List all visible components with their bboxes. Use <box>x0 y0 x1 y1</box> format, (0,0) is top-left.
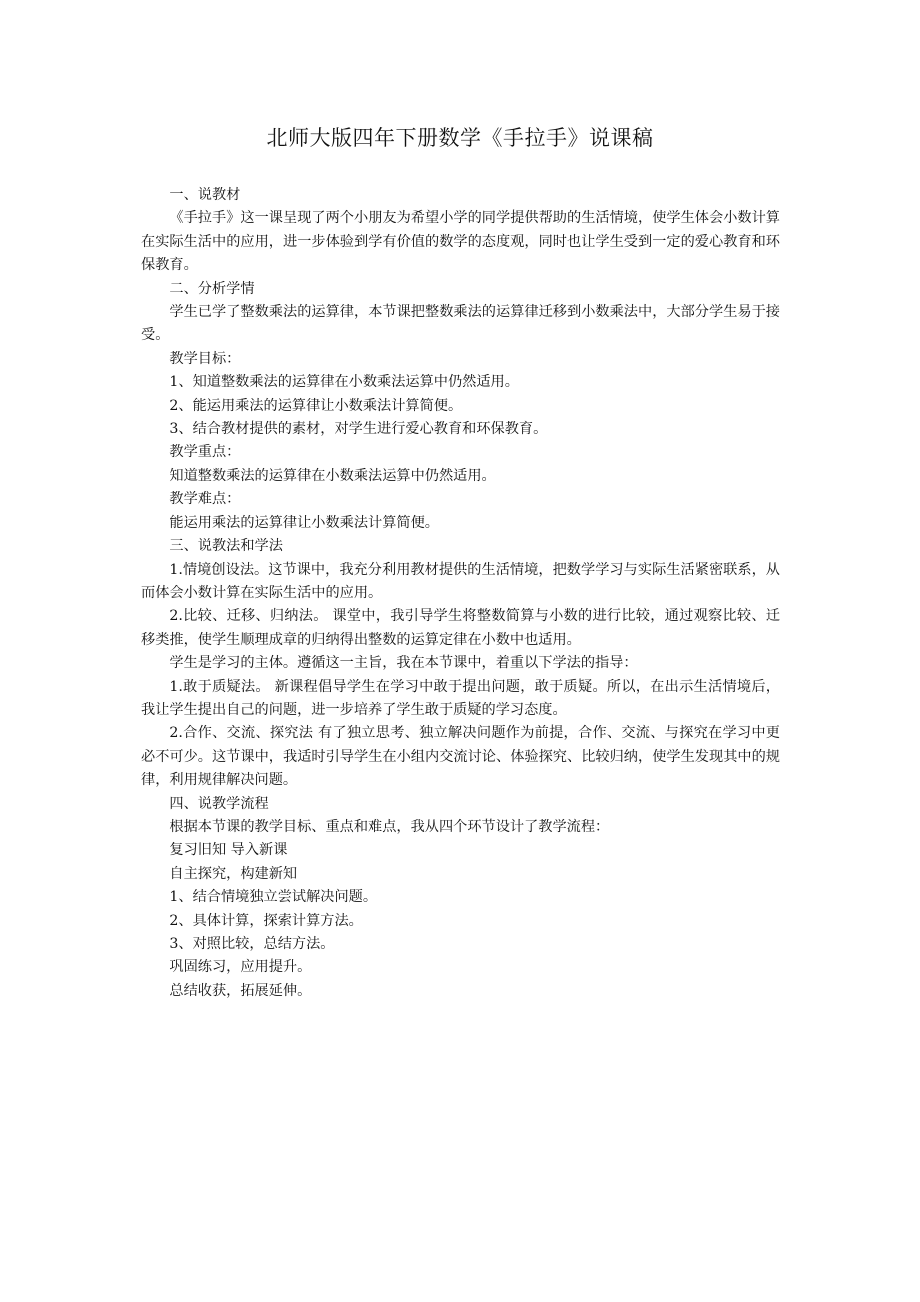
section-heading-process: 四、说教学流程 <box>169 795 269 812</box>
goal-item-1: 1、知道整数乘法的运算律在小数乘法运算中仍然适用。 <box>169 374 519 391</box>
method-compare-transfer: 2.比较、迁移、归纳法。 课堂中，我引导学生将整数简算与小数的进行比较，通过观察比较、迁移类推，使学生顺理成章的归纳得出整数的运算定律在小数中也适用。 <box>141 608 780 648</box>
goal-item-3: 3、结合教材提供的素材，对学生进行爱心教育和环保教育。 <box>169 421 548 438</box>
teaching-focus-text: 知道整数乘法的运算律在小数乘法运算中仍然适用。 <box>169 467 496 484</box>
process-substep-1: 1、结合情境独立尝试解决问题。 <box>169 889 378 906</box>
goal-item-2: 2、能运用乘法的运算律让小数乘法计算简便。 <box>169 397 463 414</box>
process-step-practice: 巩固练习，应用提升。 <box>169 959 312 976</box>
teaching-difficulty-text: 能运用乘法的运算律让小数乘法计算简便。 <box>169 514 439 531</box>
method-questioning: 1.敢于质疑法。 新课程倡导学生在学习中敢于提出问题，敢于质疑。所以，在出示生活情境后，我让学生提出自己的问题，进一步培养了学生敢于质疑的学习态度。 <box>141 678 780 718</box>
paragraph-student-subject: 学生是学习的主体。遵循这一主旨，我在本节课中，着重以下学法的指导： <box>169 655 638 672</box>
label-teaching-difficulty: 教学难点： <box>169 491 241 508</box>
section-heading-student-analysis: 二、分析学情 <box>169 280 255 297</box>
process-step-summary: 总结收获，拓展延伸。 <box>169 982 312 999</box>
process-substep-3: 3、对照比较，总结方法。 <box>169 936 335 952</box>
process-step-explore: 自主探究，构建新知 <box>169 865 298 882</box>
paragraph-textbook-intro: 《手拉手》这一课呈现了两个小朋友为希望小学的同学提供帮助的生活情境，使学生体会小数计算在实际生活中的应用，进一步体验到学有价值的数学的态度观，同时也让学生受到一定的爱心教育和环保教育。 <box>141 210 780 274</box>
paragraph-student-analysis: 学生已学了整数乘法的运算律，本节课把整数乘法的运算律迁移到小数乘法中，大部分学生易于接受。 <box>141 304 780 344</box>
document-title: 北师大版四年下册数学《手拉手》说课稿 <box>266 126 654 150</box>
document-body <box>141 184 780 1003</box>
process-substep-2: 2、具体计算，探索计算方法。 <box>169 912 363 929</box>
label-teaching-focus: 教学重点： <box>169 444 241 461</box>
section-heading-methods: 三、说教法和学法 <box>169 538 283 555</box>
method-cooperation: 2.合作、交流、探究法 有了独立思考、独立解决问题作为前提，合作、交流、与探究在学习中更必不可少。这节课中，我适时引导学生在小组内交流讨论、体验探究、比较归纳，使学生发现其中的规律，利用规律解决问题。 <box>141 725 780 789</box>
paragraph-process-intro: 根据本节课的教学目标、重点和难点，我从四个环节设计了教学流程： <box>169 818 610 835</box>
process-step-review: 复习旧知 导入新课 <box>169 842 288 859</box>
section-heading-textbook: 一、说教材 <box>169 187 241 203</box>
method-situational: 1.情境创设法。这节课中，我充分利用教材提供的生活情境，把数学学习与实际生活紧密联系，从而体会小数计算在实际生活中的应用。 <box>141 561 780 601</box>
label-teaching-goals: 教学目标： <box>169 350 241 367</box>
